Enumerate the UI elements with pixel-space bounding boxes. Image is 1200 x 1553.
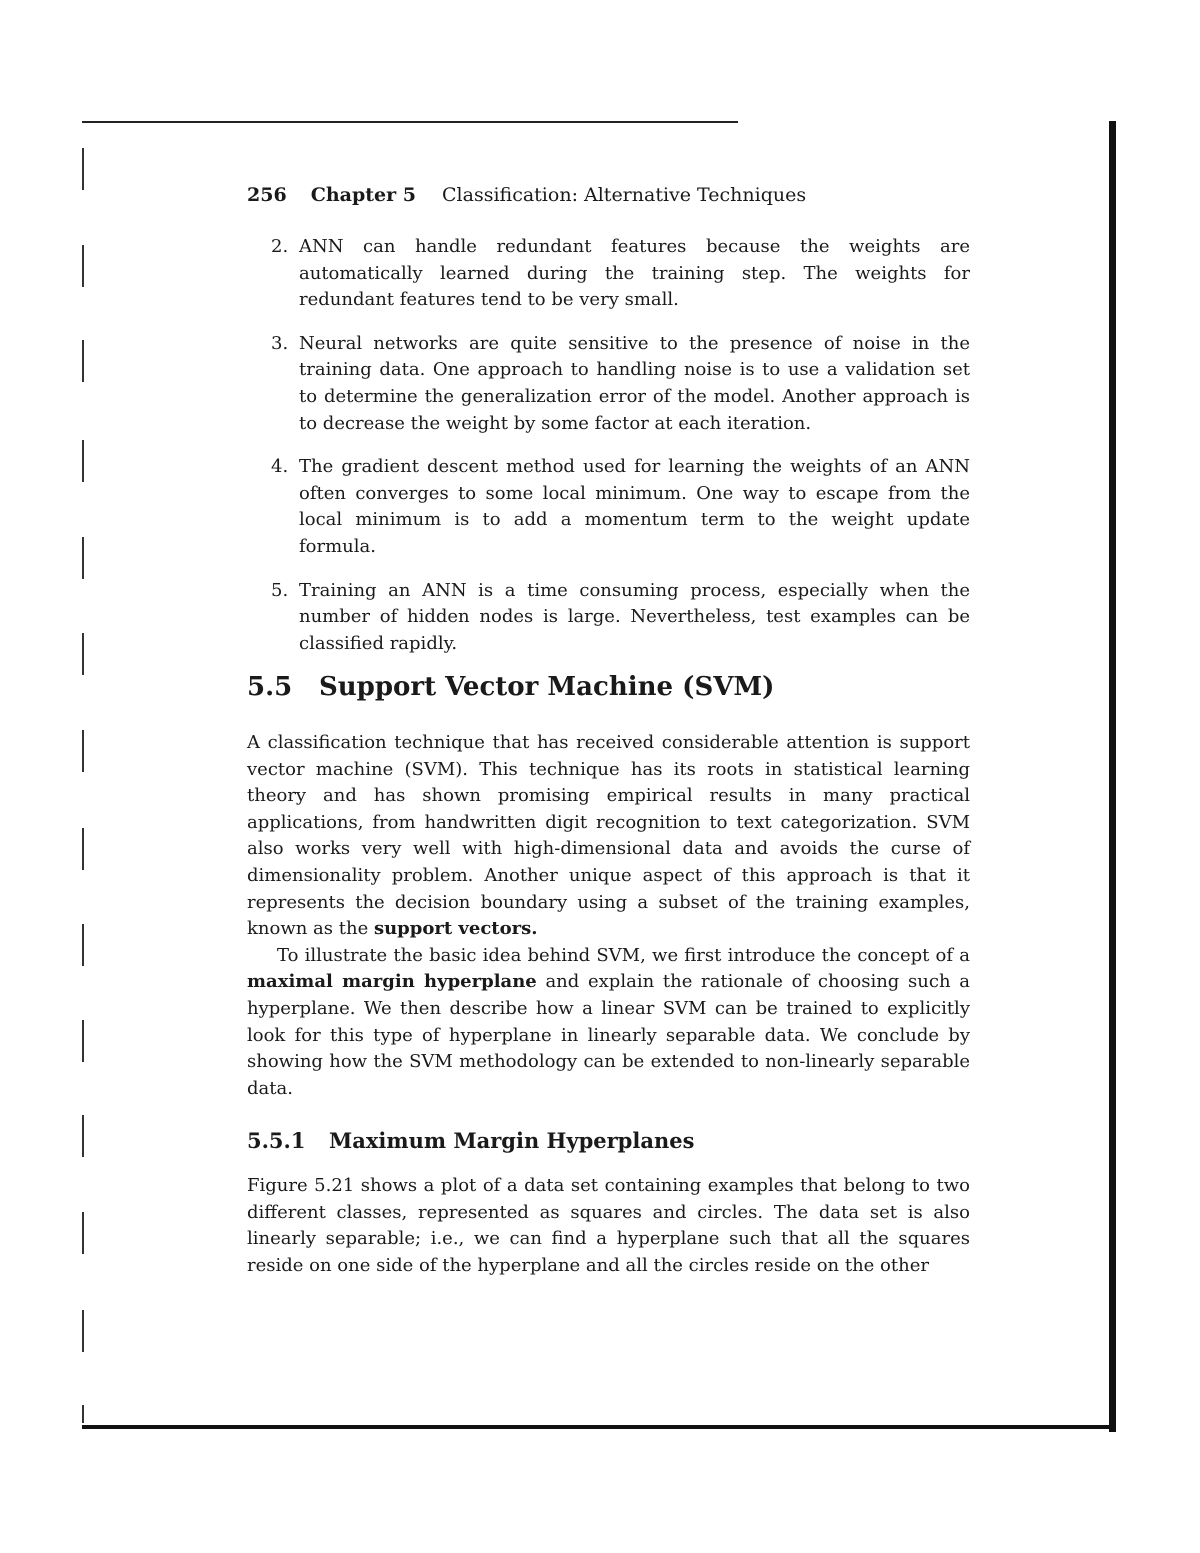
section-heading: [247, 672, 774, 702]
list-item-text: ANN can handle redundant features because the weights are automatically learned during the training step. The weights for redundant features tend to be very small.: [299, 236, 970, 311]
margin-mark: [82, 730, 84, 772]
paragraph-text: A classification technique that has received considerable attention is support vector machine (SVM). This technique has its roots in statistical learning theory and has shown promising empirical results in many practical applications, from handwritten digit recognition to text categorization. SVM also works very well with high-dimensional data and avoids the curse of dimensionality problem. Another unique aspect of this approach is that it represents the decision boundary using a subset of the training examples, known as the: [247, 732, 970, 940]
margin-mark: [82, 537, 84, 579]
margin-mark: [82, 924, 84, 966]
bold-term: maximal margin hyperplane: [247, 971, 537, 993]
subsection-title: Maximum Margin Hyperplanes: [329, 1128, 695, 1153]
list-item: [247, 331, 970, 437]
list-item: [247, 234, 970, 314]
right-page-border: [1109, 121, 1116, 1432]
section-number: 5.5: [247, 672, 293, 702]
paragraph: [247, 943, 970, 1103]
page-number: 256: [247, 184, 287, 206]
list-item: [247, 454, 970, 560]
chapter-title: Classification: Alternative Techniques: [442, 184, 807, 206]
list-item-number: 4.: [271, 456, 289, 478]
margin-mark: [82, 828, 84, 870]
paragraph-text: and explain the rationale of choosing such a hyperplane. We then describe how a linear SVM can be trained to explicitly look for this type of hyperplane in linearly separable data. We conclude by showing how the SVM methodology can be extended to non-linearly separable data.: [247, 971, 970, 1099]
list-item: [247, 578, 970, 658]
margin-mark: [82, 1020, 84, 1062]
section-body: [247, 730, 970, 1102]
chapter-label: Chapter 5: [310, 184, 416, 206]
margin-mark: [82, 1212, 84, 1254]
margin-mark: [82, 440, 84, 482]
margin-mark: [82, 245, 84, 287]
subsection-number: 5.5.1: [247, 1128, 306, 1153]
subsection-heading: [247, 1128, 694, 1153]
top-rule: [82, 121, 738, 123]
list-item-text: Neural networks are quite sensitive to the presence of noise in the training data. One approach to handling noise is to use a validation set to determine the generalization error of the model. Another approach is to decrease the weight by some factor at each iteration.: [299, 332, 970, 434]
paragraph: [247, 730, 970, 943]
paragraph: Figure 5.21 shows a plot of a data set containing examples that belong to two different classes, represented as squares and circles. The data set is also linearly separable; i.e., we can find a hyperplane such that all the squares reside on one side of the hyperplane and all the circles reside on the other: [247, 1175, 970, 1276]
bottom-rule: [82, 1425, 1116, 1429]
running-header: [247, 184, 806, 206]
list-item-text: Training an ANN is a time consuming process, especially when the number of hidden nodes is large. Nevertheless, test examples can be classified rapidly.: [299, 579, 970, 654]
margin-mark: [82, 1405, 84, 1423]
subsection-body: [247, 1173, 970, 1279]
list-item-number: 2.: [271, 236, 289, 257]
section-title: Support Vector Machine (SVM): [319, 672, 775, 702]
numbered-list: [247, 234, 970, 674]
margin-mark: [82, 340, 84, 382]
margin-mark: [82, 1310, 84, 1352]
margin-mark: [82, 633, 84, 675]
paragraph-text: To illustrate the basic idea behind SVM, we first introduce the concept of a: [277, 944, 970, 966]
bold-term: support vectors.: [373, 918, 538, 940]
list-item-number: 5.: [271, 579, 289, 601]
list-item-text: The gradient descent method used for learning the weights of an ANN often converges to some local minimum. One way to escape from the local minimum is to add a momentum term to the weight update formula.: [299, 456, 970, 557]
margin-mark: [82, 148, 84, 190]
list-item-number: 3.: [271, 332, 289, 354]
margin-mark: [82, 1115, 84, 1157]
